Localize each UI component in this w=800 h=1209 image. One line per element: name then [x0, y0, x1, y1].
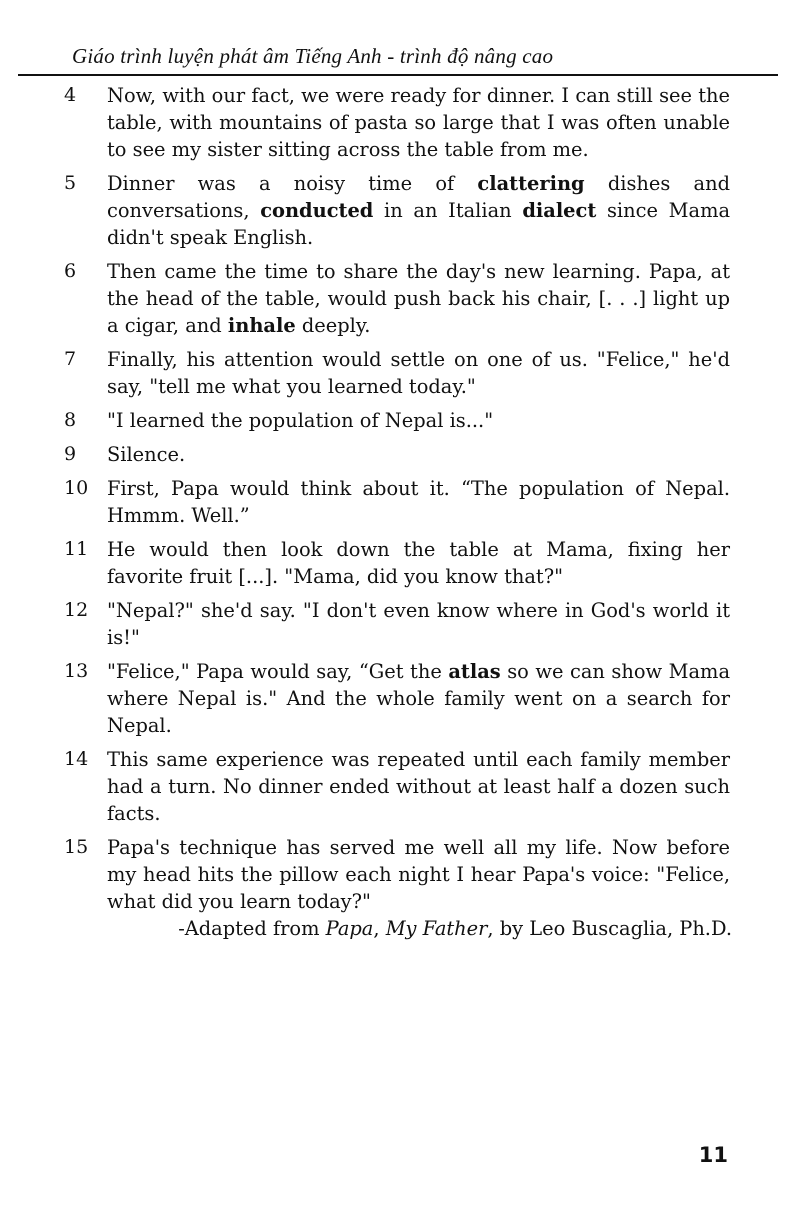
paragraph-text	[107, 834, 730, 915]
paragraph-number: 4	[64, 84, 77, 106]
paragraph-number: 13	[64, 660, 89, 682]
paragraph-text	[107, 346, 730, 400]
vocab-term: clattering	[477, 172, 585, 195]
paragraph-text	[107, 407, 730, 434]
text-run: "Felice," Papa would say, “Get the	[107, 660, 449, 683]
text-run: "Nepal?" she'd say. "I don't even know where in God's world it is!"	[107, 599, 730, 649]
paragraph	[0, 82, 800, 163]
paragraph-number: 8	[64, 409, 77, 431]
paragraph	[0, 536, 800, 590]
attribution	[142, 915, 732, 942]
paragraph-text	[107, 441, 730, 468]
paragraph-number: 11	[64, 538, 89, 560]
paragraph	[0, 475, 800, 529]
paragraph-number: 14	[64, 748, 89, 770]
paragraph	[0, 346, 800, 400]
paragraph	[0, 170, 800, 251]
paragraph-number: 9	[64, 443, 77, 465]
paragraph-number: 10	[64, 477, 89, 499]
attribution-prefix: -Adapted from	[178, 917, 326, 940]
attribution-suffix: , by Leo Buscaglia, Ph.D.	[487, 917, 732, 940]
page-number: 11	[698, 1143, 728, 1167]
text-run: deeply.	[295, 314, 371, 337]
paragraph-number: 5	[64, 172, 77, 194]
text-run: in an Italian	[373, 199, 523, 222]
paragraph	[0, 597, 800, 651]
text-run: dishes and conversations,	[107, 172, 730, 222]
paragraph	[0, 746, 800, 827]
text-run: This same experience was repeated until each family member had a turn. No dinner ended without at least half a dozen such facts.	[107, 748, 730, 825]
vocab-term: conducted	[260, 199, 374, 222]
paragraph	[0, 258, 800, 339]
vocab-term: dialect	[522, 199, 597, 222]
paragraph-number: 12	[64, 599, 89, 621]
paragraph-text	[107, 597, 730, 651]
paragraph-text	[107, 658, 730, 739]
text-run: First, Papa would think about it. “The population of Nepal. Hmmm. Well.”	[107, 477, 730, 527]
paragraph-number: 6	[64, 260, 77, 282]
paragraph-text	[107, 536, 730, 590]
paragraph	[0, 834, 800, 915]
text-run: "I learned the population of Nepal is..."	[107, 409, 494, 432]
paragraph	[0, 658, 800, 739]
attribution-title-a: Papa	[325, 917, 374, 940]
paragraph-text	[107, 746, 730, 827]
paragraph-text	[107, 82, 730, 163]
header-divider	[18, 74, 778, 76]
attribution-sep: ,	[373, 917, 386, 940]
text-run: Papa's technique has served me well all my life. Now before my head hits the pillow each night I hear Papa's voice: "Felice, what did you learn today?"	[107, 836, 730, 913]
paragraph-number: 7	[64, 348, 77, 370]
attribution-title-b: My Father	[385, 917, 488, 940]
text-run: Now, with our fact, we were ready for dinner. I can still see the table, with mountains of pasta so large that I was often unable to see my sister sitting across the table from me.	[107, 84, 730, 161]
vocab-term: atlas	[448, 660, 501, 683]
text-run: Dinner was a noisy time of	[107, 172, 478, 195]
vocab-term: inhale	[227, 314, 296, 337]
text-run: so we can show Mama where Nepal is." And the whole family went on a search for Nepal.	[107, 660, 731, 737]
page-header-title: Giáo trình luyện phát âm Tiếng Anh - trình độ nâng cao	[72, 44, 554, 68]
paragraph	[0, 441, 800, 468]
paragraph-number: 15	[64, 836, 89, 858]
paragraph-text	[107, 475, 730, 529]
paragraph-text	[107, 170, 730, 251]
text-run: Finally, his attention would settle on one of us. "Felice," he'd say, "tell me what you learned today."	[107, 348, 730, 398]
paragraph-list	[0, 82, 800, 922]
text-run: since Mama didn't speak English.	[107, 199, 731, 249]
paragraph-text	[107, 258, 730, 339]
text-run: Silence.	[107, 443, 186, 466]
paragraph	[0, 407, 800, 434]
text-run: Then came the time to share the day's new learning. Papa, at the head of the table, would push back his chair, [. . .] light up a cigar, and	[107, 260, 730, 337]
text-run: He would then look down the table at Mama, fixing her favorite fruit [...]. "Mama, did you know that?"	[107, 538, 730, 588]
